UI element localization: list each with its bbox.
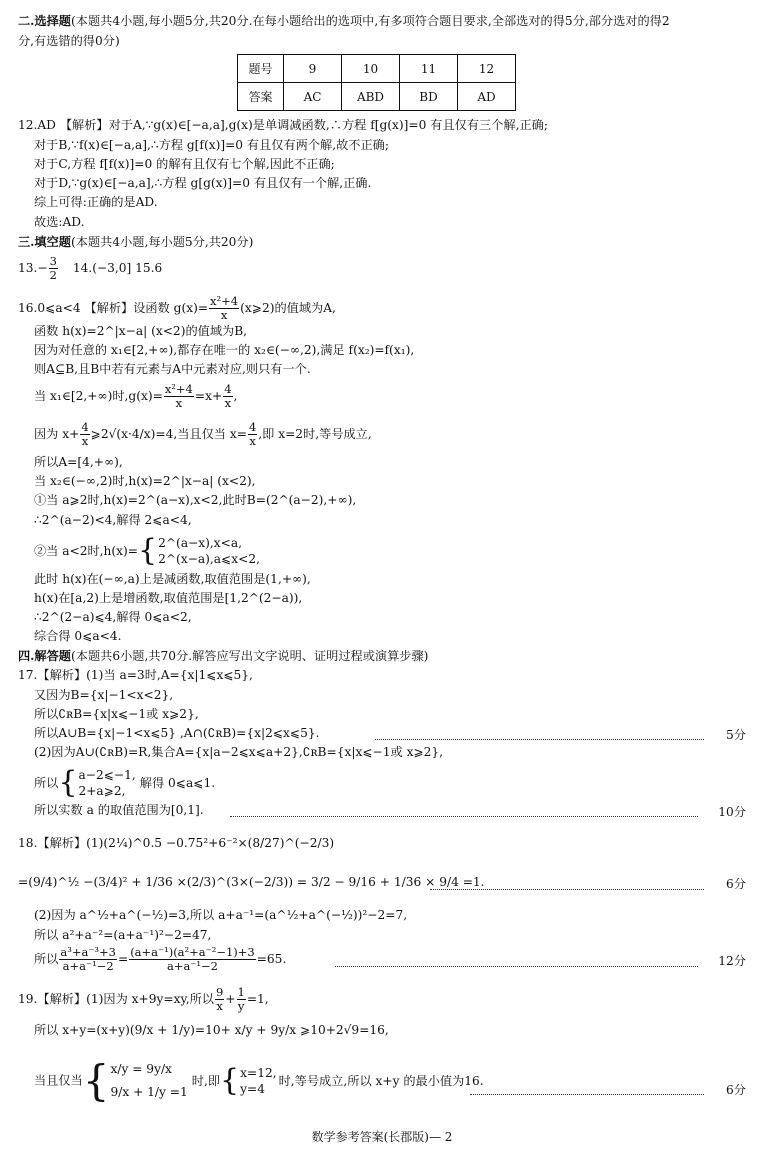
brace-icon: { <box>82 1056 110 1106</box>
text: 所以 <box>34 952 59 967</box>
q18-line: 所以 a²+a⁻²=(a+a⁻¹)²−2=47, <box>34 928 212 942</box>
text: 当 x₁∈[2,+∞)时,g(x)= <box>34 389 163 404</box>
fraction <box>209 295 239 322</box>
q12-line: 故选:AD. <box>34 215 85 229</box>
table-cell: 12 <box>458 55 516 83</box>
table-cell: 11 <box>400 55 458 83</box>
denominator: x <box>249 434 256 449</box>
page-footer: 数学参考答案(长郡版)— 2 <box>311 1130 453 1144</box>
denominator: x <box>81 434 89 449</box>
q12-line: 对于D,∵g(x)∈[−a,a],∴方程 g[g(x)]=0 有且仅有一个解,正确. <box>34 176 372 190</box>
case: a−2⩽−1, <box>78 768 136 782</box>
case: x=12, <box>240 1065 277 1080</box>
cases <box>110 1058 187 1104</box>
section-4-header <box>18 649 428 665</box>
numerator: (a+a⁻¹)(a²+a⁻²−1)+3 <box>130 945 255 959</box>
fraction <box>223 383 232 410</box>
q16-line: 函数 h(x)=2^|x−a| (x<2)的值域为B, <box>34 324 248 338</box>
section-4-title: 四.解答题 <box>18 649 71 663</box>
numerator: 4 <box>81 420 89 434</box>
text: ,即 x=2时,等号成立, <box>258 427 372 442</box>
dot-leader <box>375 739 704 740</box>
numerator: a³+a⁻³+3 <box>60 945 116 959</box>
q16-line: h(x)在[a,2)上是增函数,取值范围是[1,2^(2−a)), <box>34 591 303 605</box>
case: 9/x + 1/y =1 <box>110 1085 188 1100</box>
numerator: 4 <box>224 382 232 396</box>
brace-icon: { <box>220 1063 240 1099</box>
q16-line: ∴2^(a−2)<4,解得 2⩽a<4, <box>34 513 192 527</box>
section-3-title: 三.填空题 <box>18 235 71 249</box>
text: 时,等号成立,所以 x+y 的最小值为16. <box>278 1073 484 1088</box>
text: 所以 <box>34 775 59 790</box>
text: 19.【解析】(1)因为 x+9y=xy,所以 <box>18 992 214 1007</box>
text: (x⩾2)的值域为A, <box>240 301 336 316</box>
q17-line: 17.【解析】(1)当 a=3时,A={x|1⩽x⩽5}, <box>18 668 253 682</box>
q17-line: 所以A∪B={x|−1<x⩽5} ,A∩(∁ʀB)={x|2⩽x⩽5}. <box>34 726 320 740</box>
text: =1, <box>246 992 269 1007</box>
fraction <box>215 986 224 1013</box>
table-cell: AC <box>284 83 342 111</box>
denominator: x <box>224 396 232 411</box>
q16-line: 当 x₂∈(−∞,2)时,h(x)=2^|x−a| (x<2), <box>34 474 256 488</box>
q17-line: 所以∁ʀB={x|x⩽−1或 x⩾2}, <box>34 707 199 721</box>
numerator: x²+4 <box>164 382 193 396</box>
fraction <box>248 421 257 448</box>
score-mark: 10分 <box>718 805 746 819</box>
q18-line: 18.【解析】(1)(2¼)^0.5 −0.75²+6⁻²×(8/27)^(−2/3) <box>18 836 335 850</box>
denominator: x <box>220 308 228 323</box>
q12-line: 12.AD 【解析】对于A,∵g(x)∈[−a,a],g(x)是单调减函数,∴方程 f[g(x)]=0 有且仅有三个解,正确; <box>18 118 548 132</box>
q13-15-line <box>18 255 162 282</box>
numerator: 4 <box>248 420 257 434</box>
section-2-header <box>18 14 670 30</box>
table-label: 答案 <box>238 83 284 111</box>
numerator: x²+4 <box>210 294 239 308</box>
dot-leader <box>230 816 698 817</box>
q17-line: (2)因为A∪(∁ʀB)=R,集合A={x|a−2⩽x⩽a+2},∁ʀB={x|x⩽−1或 x⩾2}, <box>34 745 444 759</box>
fraction <box>49 255 58 282</box>
q16-line: ∴2^(2−a)⩽4,解得 0⩽a<2, <box>34 610 192 624</box>
section-2-title: 二.选择题 <box>18 14 71 28</box>
fraction <box>59 946 117 973</box>
section-4-note: (本题共6小题,共70分.解答应写出文字说明、证明过程或演算步骤) <box>71 649 429 663</box>
dot-leader <box>470 1094 704 1095</box>
table-cell: 10 <box>342 55 400 83</box>
text: 因为 x+ <box>34 427 80 442</box>
cases <box>158 535 260 568</box>
denominator: x <box>216 999 223 1014</box>
q16-line: 因为对任意的 x₁∈[2,+∞),都存在唯一的 x₂∈(−∞,2),满足 f(x₂)=f(x₁), <box>34 343 415 357</box>
fraction <box>237 986 246 1013</box>
table-row <box>238 55 516 83</box>
denominator: y <box>237 999 245 1014</box>
denominator: x <box>175 396 183 411</box>
text: =65. <box>256 952 287 967</box>
q12-line: 综上可得:正确的是AD. <box>34 195 158 209</box>
q17-line: 又因为B={x|−1<x<2}, <box>34 688 174 702</box>
brace-icon: { <box>58 765 78 801</box>
score-mark: 12分 <box>718 954 746 968</box>
q18-line-5 <box>34 946 286 973</box>
table-row <box>238 83 516 111</box>
q16-line: 所以A=[4,+∞), <box>34 455 123 469</box>
score-mark: 5分 <box>726 728 746 742</box>
case: 2+a⩾2, <box>78 784 126 799</box>
q13-prefix: 13.− <box>18 261 48 276</box>
q12-line: 对于B,∵f(x)∈[−a,a],∴方程 g[f(x)]=0 有且仅有两个解,故不正确; <box>34 138 389 152</box>
table-label: 题号 <box>238 55 284 83</box>
q16-line: 综合得 0⩽a<4. <box>34 629 122 643</box>
text: =x+ <box>194 389 223 404</box>
cases <box>240 1065 276 1098</box>
q18-line: (2)因为 a^½+a^(−½)=3,所以 a+a⁻¹=(a^½+a^(−½))²−2=7, <box>34 908 408 922</box>
q16-line-6 <box>34 421 372 448</box>
fraction <box>80 421 89 448</box>
denominator: 2 <box>49 268 57 283</box>
numerator: 9 <box>215 985 224 999</box>
text: 16.0⩽a<4 【解析】设函数 g(x)= <box>18 301 209 316</box>
answer-table <box>237 54 516 111</box>
text: 解得 0⩽a⩽1. <box>139 775 216 790</box>
q17-line-6 <box>34 767 215 800</box>
case: x/y = 9y/x <box>110 1062 172 1076</box>
q16-line-11 <box>34 535 260 568</box>
text: , <box>233 389 238 404</box>
denominator: a+a⁻¹−2 <box>62 959 114 974</box>
q18-line: =(9/4)^½ −(3/4)² + 1/36 ×(2/3)^(3×(−2/3)) = 3/2 − 9/16 + 1/36 × 9/4 =1. <box>18 875 485 889</box>
q17-line: 所以实数 a 的取值范围为[0,1]. <box>34 803 204 817</box>
fraction <box>164 383 194 410</box>
case: y=4 <box>240 1082 265 1097</box>
text: ⩾2√(x·4/x)=4,当且仅当 x= <box>90 427 247 442</box>
q16-line: ①当 a⩾2时,h(x)=2^(a−x),x<2,此时B=(2^(a−2),+∞), <box>34 493 357 507</box>
section-2-note: (本题共4小题,每小题5分,共20分.在每小题给出的选项中,有多项符合题目要求,全部选对的得5分,部分选对的得2 <box>71 14 670 28</box>
section-3-note: (本题共4小题,每小题5分,共20分) <box>71 235 254 249</box>
score-mark: 6分 <box>726 877 746 891</box>
section-3-header <box>18 235 253 251</box>
q19-line: 所以 x+y=(x+y)(9/x + 1/y)=10+ x/y + 9y/x ⩾10+2√9=16, <box>34 1023 389 1037</box>
q16-line-1 <box>18 295 336 322</box>
table-cell: AD <box>458 83 516 111</box>
case: 2^(a−x),x<a, <box>158 536 243 550</box>
dot-leader <box>430 889 704 890</box>
q19-line-3 <box>34 1058 484 1104</box>
brace-icon: { <box>138 533 158 569</box>
score-mark: 6分 <box>726 1083 746 1097</box>
text: ②当 a<2时,h(x)= <box>34 543 138 558</box>
numerator: 1 <box>237 985 245 999</box>
table-cell: ABD <box>342 83 400 111</box>
q14-15-answers: 14.(−3,0] 15.6 <box>72 261 163 276</box>
q19-line-1 <box>18 986 269 1013</box>
q16-line: 此时 h(x)在(−∞,a)上是减函数,取值范围是(1,+∞), <box>34 572 311 586</box>
dot-leader <box>335 966 698 967</box>
q12-line: 对于C,方程 f[f(x)]=0 的解有且仅有七个解,因此不正确; <box>34 157 335 171</box>
cases <box>78 767 135 800</box>
case: 2^(x−a),a⩽x<2, <box>158 552 260 567</box>
q16-line-5 <box>34 383 237 410</box>
denominator: a+a⁻¹−2 <box>166 959 218 974</box>
text: + <box>225 992 236 1007</box>
text: 当且仅当 <box>34 1073 83 1088</box>
section-2-note-cont: 分,有选错的得0分) <box>18 34 120 48</box>
text: = <box>117 952 129 967</box>
table-cell: BD <box>400 83 458 111</box>
numerator: 3 <box>49 254 57 268</box>
q16-line: 则A⊆B,且B中若有元素与A中元素对应,则只有一个. <box>34 362 311 376</box>
fraction <box>129 946 256 973</box>
table-cell: 9 <box>284 55 342 83</box>
text: 时,即 <box>191 1073 221 1088</box>
